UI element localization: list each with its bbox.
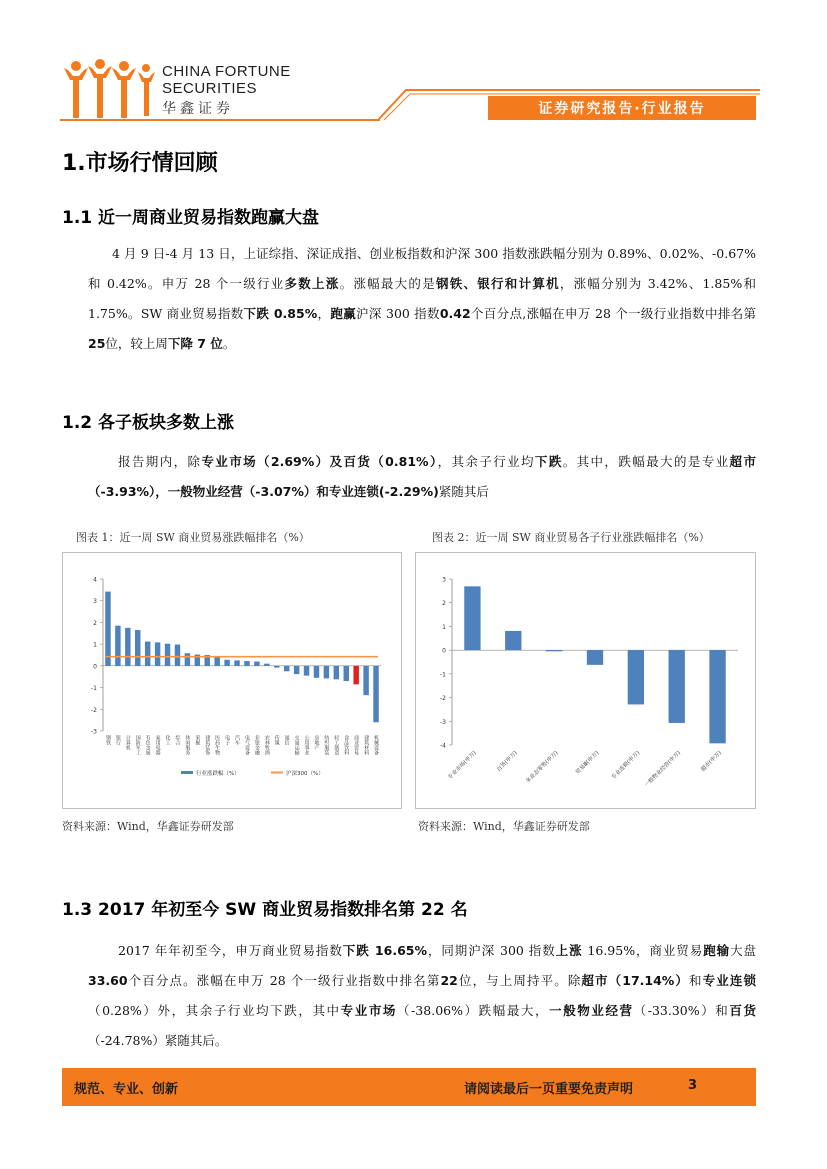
y-tick-label: -3 [91, 728, 97, 736]
bar-公用事业 [304, 666, 309, 676]
x-tick-label: 电气设备 [243, 735, 250, 755]
x-tick-label: 多业态零售(申万) [525, 750, 560, 785]
bar-建筑材料 [363, 666, 368, 695]
figure-1-caption: 图表 1：近一周 SW 商业贸易涨跌幅排名（%） [76, 531, 310, 544]
subsection-1-1-title: 1.1 近一周商业贸易指数跑赢大盘 [62, 208, 320, 228]
x-tick-label: 采掘 [194, 735, 201, 745]
x-tick-label: 食品饮料 [343, 735, 350, 755]
y-tick-label: 2 [442, 600, 446, 608]
y-tick-label: -4 [440, 742, 446, 750]
bar-百货(申万) [505, 631, 521, 650]
bar-专业市场(申万) [464, 586, 480, 650]
x-tick-label: 休闲服务 [184, 735, 191, 755]
bar-钢铁 [105, 592, 110, 666]
figure-2-source: 资料来源：Wind，华鑫证券研发部 [418, 820, 590, 833]
legend-bar-swatch [181, 771, 193, 774]
bar-家用电器 [155, 642, 160, 665]
x-tick-label: 综合 [174, 735, 181, 745]
x-tick-label: 超市(申万) [700, 750, 723, 774]
subsection-1-2-title: 1.2 各子板块多数上涨 [62, 413, 235, 433]
x-tick-label: 贸易Ⅲ(申万) [574, 750, 601, 776]
x-tick-label: 建筑装饰 [204, 735, 211, 755]
figure-2-frame [415, 552, 756, 809]
bar-有色金属 [145, 642, 150, 666]
footer-disclaimer-link[interactable]: 请阅读最后一页重要免责声明 [464, 1082, 634, 1097]
subsection-1-3-paragraph: 2017 年年初至今，申万商业贸易指数下跌 16.65%，同期沪深 300 指数上涨 16.95%，商业贸易跑输大盘33.60个百分点。涨幅在申万 28 个一级行业指数中排名第22位，与上周持平。除超市（17.14%）和专业连锁（0.28%）外，其余子行业均下跌，其中专业市场（-38.06%）跌幅最大，一般物业经营（-33.30%）和百货（-24.78%）紧随其后。 [88, 943, 756, 1048]
x-tick-label: 化工 [164, 735, 171, 745]
bar-房地产 [314, 666, 319, 678]
bar-电子 [224, 660, 229, 666]
logo-english-line2: SECURITIES [162, 80, 258, 97]
bar-多业态零售(申万) [546, 650, 562, 651]
subsection-1-2-paragraph: 报告期内，除专业市场（2.69%）及百货（0.81%），其余子行业均下跌。其中，跌幅最大的是专业超市（-3.93%），一般物业经营（-3.07%）和专业连锁(-2.29%)紧随其后 [88, 454, 756, 499]
y-tick-label: 1 [93, 641, 97, 649]
x-tick-label: 国防军工 [134, 735, 141, 755]
y-tick-label: -3 [440, 718, 446, 726]
x-tick-label: 一般物业经营(申万) [643, 750, 683, 789]
x-tick-label: 商业贸易 [353, 735, 360, 755]
bar-医药生物 [214, 657, 219, 666]
x-tick-label: 汽车 [234, 735, 241, 745]
bar-一般物业经营(申万) [669, 650, 685, 723]
x-tick-label: 百货(申万) [495, 750, 519, 774]
figure-1-source: 资料来源：Wind，华鑫证券研发部 [62, 820, 234, 833]
figure-1-frame [62, 552, 402, 809]
y-tick-label: 4 [93, 576, 97, 584]
y-tick-label: 0 [442, 647, 446, 655]
bar-汽车 [234, 660, 239, 665]
bar-轻工制造 [334, 666, 339, 679]
report-type-banner: 证券研究报告·行业报告 [488, 96, 756, 120]
bar-电气设备 [244, 661, 249, 666]
x-tick-label: 医药生物 [214, 735, 221, 755]
bar-超市(申万) [709, 650, 725, 743]
x-tick-label: 传媒 [273, 735, 280, 745]
legend-line-label: 沪深300（%） [286, 771, 324, 777]
y-tick-label: -2 [440, 695, 446, 703]
x-tick-label: 通信 [283, 735, 290, 745]
x-tick-label: 农林牧渔 [263, 735, 270, 755]
x-tick-label: 银行 [114, 735, 121, 745]
figure-2-chart [416, 553, 755, 808]
subsection-1-3-title: 1.3 2017 年初至今 SW 商业贸易指数排名第 22 名 [62, 900, 468, 920]
y-tick-label: 2 [93, 619, 97, 627]
x-tick-label: 纺织服装 [323, 735, 330, 755]
section-title: 1.市场行情回顾 [62, 151, 218, 176]
bar-专业连锁(申万) [628, 650, 644, 704]
y-tick-label: 3 [442, 576, 446, 584]
figure-1-chart [63, 553, 401, 808]
y-tick-label: -1 [91, 685, 97, 693]
bar-综合 [175, 645, 180, 666]
x-tick-label: 家用电器 [154, 735, 161, 755]
bar-计算机 [125, 628, 130, 666]
y-tick-label: 3 [93, 598, 97, 606]
bar-传媒 [274, 666, 279, 668]
bar-交通运输 [294, 666, 299, 674]
x-tick-label: 计算机 [124, 735, 131, 750]
x-tick-label: 专业连锁(申万) [610, 750, 642, 781]
bar-化工 [165, 644, 170, 666]
x-tick-label: 非银金融 [253, 735, 260, 755]
footer-bar [62, 1068, 756, 1106]
bar-机械设备 [373, 666, 378, 722]
x-tick-label: 建筑材料 [363, 735, 370, 755]
bar-非银金融 [254, 662, 259, 666]
x-tick-label: 专业市场(申万) [447, 750, 478, 781]
x-tick-label: 钢铁 [104, 735, 111, 745]
bar-银行 [115, 626, 120, 666]
footer-slogan: 规范、专业、创新 [74, 1082, 179, 1097]
bar-商业贸易 [353, 666, 358, 684]
bar-通信 [284, 666, 289, 671]
logo-english-line1: CHINA FORTUNE [162, 63, 291, 80]
bar-纺织服装 [324, 666, 329, 679]
x-tick-label: 公用事业 [303, 735, 310, 755]
bar-国防军工 [135, 630, 140, 666]
y-tick-label: -1 [440, 671, 446, 679]
y-tick-label: 1 [442, 623, 446, 631]
x-tick-label: 有色金属 [144, 735, 151, 755]
footer-page-number: 3 [688, 1078, 698, 1093]
legend-bar-label: 行业涨跌幅（%） [196, 771, 240, 777]
y-tick-label: -2 [91, 706, 97, 714]
bar-农林牧渔 [264, 664, 269, 666]
x-tick-label: 电子 [224, 735, 231, 745]
subsection-1-1-paragraph: 4 月 9 日-4 月 13 日，上证综指、深证成指、创业板指数和沪深 300 指数涨跌幅分别为 0.89%、0.02%、-0.67%和 0.42%。申万 28 个一级行业多数上涨。涨幅最大的是钢铁、银行和计算机，涨幅分别为 3.42%、1.85%和 1.75%。SW 商业贸易指数下跌 0.85%，跑赢沪深 300 指数0.42个百分点,涨幅在申万 28 个一级行业指数中排名第25位，较上周下降 7 位。 [88, 246, 756, 351]
logo-chinese: 华鑫证券 [162, 101, 234, 117]
y-tick-label: 0 [93, 663, 97, 671]
bar-食品饮料 [344, 666, 349, 681]
x-tick-label: 交通运输 [293, 735, 300, 755]
bar-休闲服务 [185, 653, 190, 666]
bar-贸易Ⅲ(申万) [587, 650, 603, 665]
x-tick-label: 轻工制造 [333, 735, 340, 755]
figure-2-caption: 图表 2：近一周 SW 商业贸易各子行业涨跌幅排名（%） [432, 531, 710, 544]
x-tick-label: 机械设备 [373, 735, 380, 755]
x-tick-label: 房地产 [313, 735, 320, 750]
